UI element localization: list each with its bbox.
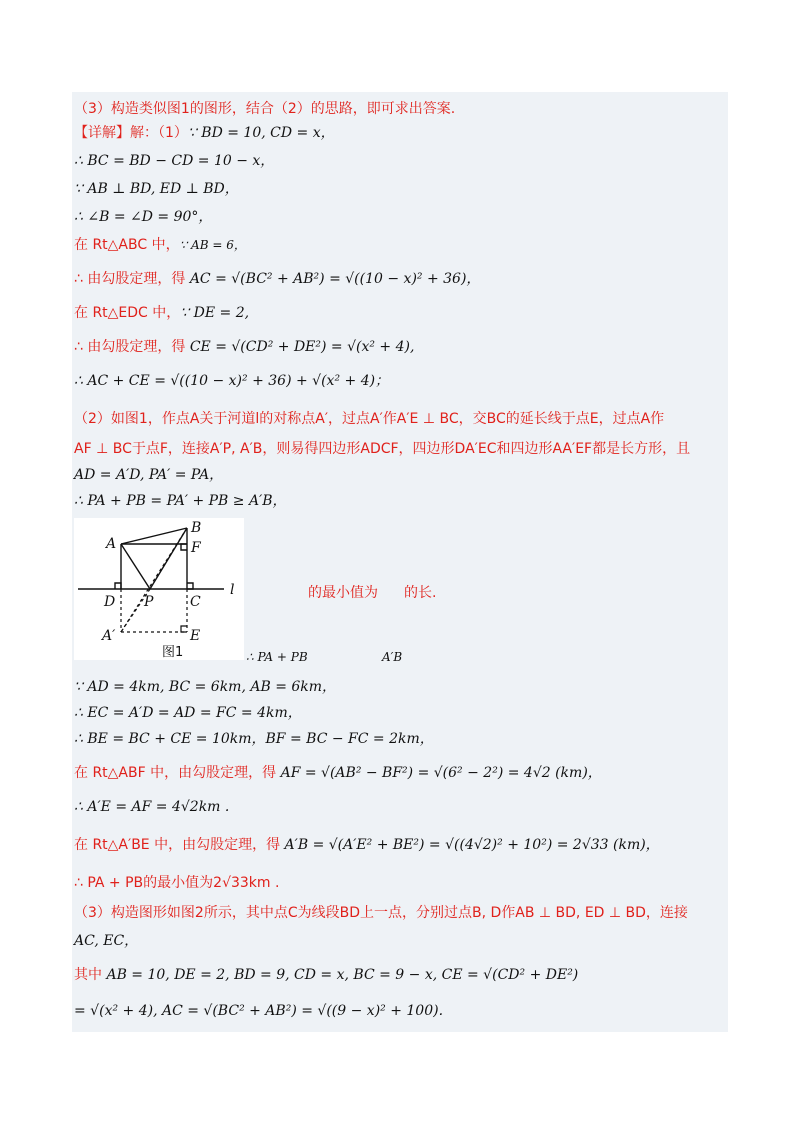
line-8-math: ∵ DE = 2, bbox=[180, 305, 250, 321]
label-P: P bbox=[144, 594, 154, 610]
line-24: AC, EC， bbox=[74, 933, 139, 949]
line-23: （3）构造图形如图2所示，其中点C为线段BD上一点，分别过点B, D作AB ⊥ BD, ED ⊥ BD，连接 bbox=[74, 905, 688, 921]
label-E: E bbox=[190, 628, 201, 644]
line-1: （3）构造类似图1的图形，结合（2）的思路，即可求出答案. bbox=[74, 101, 456, 117]
line-10: ∴ AC + CE = √((10 − x)² + 36) + √(x² + 4)； bbox=[74, 373, 390, 389]
line-25-math: AB = 10, DE = 2, BD = 9, CD = x, BC = 9 − x, CE = √(CD² + DE²) bbox=[106, 967, 579, 983]
line-3: ∴ BC = BD − CD = 10 − x， bbox=[74, 153, 275, 169]
line-25 bbox=[74, 966, 578, 984]
line-16: ∵ AD = 4km, BC = 6km, AB = 6km， bbox=[74, 679, 337, 695]
label-D: D bbox=[104, 594, 116, 610]
segment-AB bbox=[121, 528, 187, 544]
line-15-math-a: ∴ PA + PB bbox=[246, 650, 308, 664]
line-4: ∵ AB ⊥ BD, ED ⊥ BD， bbox=[74, 181, 239, 197]
right-angle-C bbox=[187, 583, 193, 589]
line-7-text: ∴ 由勾股定理，得 bbox=[74, 271, 186, 287]
line-7 bbox=[74, 270, 480, 288]
line-19 bbox=[74, 764, 602, 782]
figure-caption: 图1 bbox=[162, 645, 184, 660]
line-22: ∴ PA + PB的最小值为2√33km . bbox=[74, 875, 280, 891]
right-angle-D bbox=[115, 583, 121, 589]
line-8 bbox=[74, 304, 249, 322]
line-13: AD = A′D, PA′ = PA， bbox=[74, 467, 224, 483]
line-15-min: 的最小值为 bbox=[308, 585, 378, 601]
answer-label: 【详解】解：（1） bbox=[74, 125, 188, 141]
label-A-prime: A′ bbox=[102, 628, 116, 644]
right-angle-F bbox=[181, 544, 187, 550]
line-2 bbox=[74, 124, 335, 142]
line-15-end: 的长. bbox=[404, 585, 437, 601]
line-2-math: ∵ BD = 10, CD = x， bbox=[187, 125, 335, 141]
label-A: A bbox=[106, 536, 117, 552]
line-14: ∴ PA + PB = PA′ + PB ≥ A′B， bbox=[74, 493, 287, 509]
line-9-text: ∴ 由勾股定理，得 bbox=[74, 339, 186, 355]
segment-PB bbox=[150, 528, 187, 589]
line-19-text: 在 Rt△ABF 中，由勾股定理，得 bbox=[74, 765, 277, 781]
line-25-text: 其中 bbox=[74, 967, 102, 983]
line-8-text: 在 Rt△EDC 中， bbox=[74, 305, 181, 321]
line-17: ∴ EC = A′D = AD = FC = 4km， bbox=[74, 705, 302, 721]
line-15-math-c: A′B bbox=[382, 650, 403, 664]
line-6-math: ∵ AB = 6， bbox=[179, 238, 246, 252]
line-11: （2）如图1，作点A关于河道l的对称点A′，过点A′作A′E ⊥ BC，交BC的延长线于点E，过点A作 bbox=[74, 411, 665, 427]
line-21-text: 在 Rt△A′BE 中，由勾股定理，得 bbox=[74, 837, 281, 853]
label-l: l bbox=[230, 582, 235, 598]
line-9 bbox=[74, 338, 414, 356]
line-26: = √(x² + 4), AC = √(BC² + AB²) = √((9 − x)² + 100). bbox=[74, 1003, 444, 1019]
line-6 bbox=[74, 236, 246, 254]
line-15-ab bbox=[382, 648, 402, 666]
label-B: B bbox=[191, 520, 202, 536]
line-18: ∴ BE = BC + CE = 10km，BF = BC − FC = 2km， bbox=[74, 731, 434, 747]
right-angle-E bbox=[181, 626, 187, 632]
line-12: AF ⊥ BC于点F，连接A′P, A′B，则易得四边形ADCF，四边形DA′EC和四边形AA′EF都是长方形，且 bbox=[74, 441, 691, 457]
line-21-math: A′B = √(A′E² + BE²) = √((4√2)² + 10²) = 2√33 (km)， bbox=[284, 837, 660, 853]
label-C: C bbox=[190, 594, 201, 610]
line-20: ∴ A′E = AF = 4√2km . bbox=[74, 799, 230, 815]
line-5: ∴ ∠B = ∠D = 90°， bbox=[74, 209, 213, 225]
line-9-math: CE = √(CD² + DE²) = √(x² + 4), bbox=[189, 339, 415, 355]
figure-1 bbox=[74, 518, 244, 660]
figure-1-diagram bbox=[74, 518, 244, 660]
line-19-math: AF = √(AB² − BF²) = √(6² − 2²) = 4√2 (km)， bbox=[280, 765, 602, 781]
line-7-math: AC = √(BC² + AB²) = √((10 − x)² + 36)， bbox=[189, 271, 481, 287]
line-21 bbox=[74, 836, 660, 854]
label-F: F bbox=[191, 540, 201, 556]
segment-AP bbox=[121, 544, 150, 589]
line-6-text: 在 Rt△ABC 中， bbox=[74, 237, 180, 253]
line-15-left bbox=[246, 648, 308, 666]
